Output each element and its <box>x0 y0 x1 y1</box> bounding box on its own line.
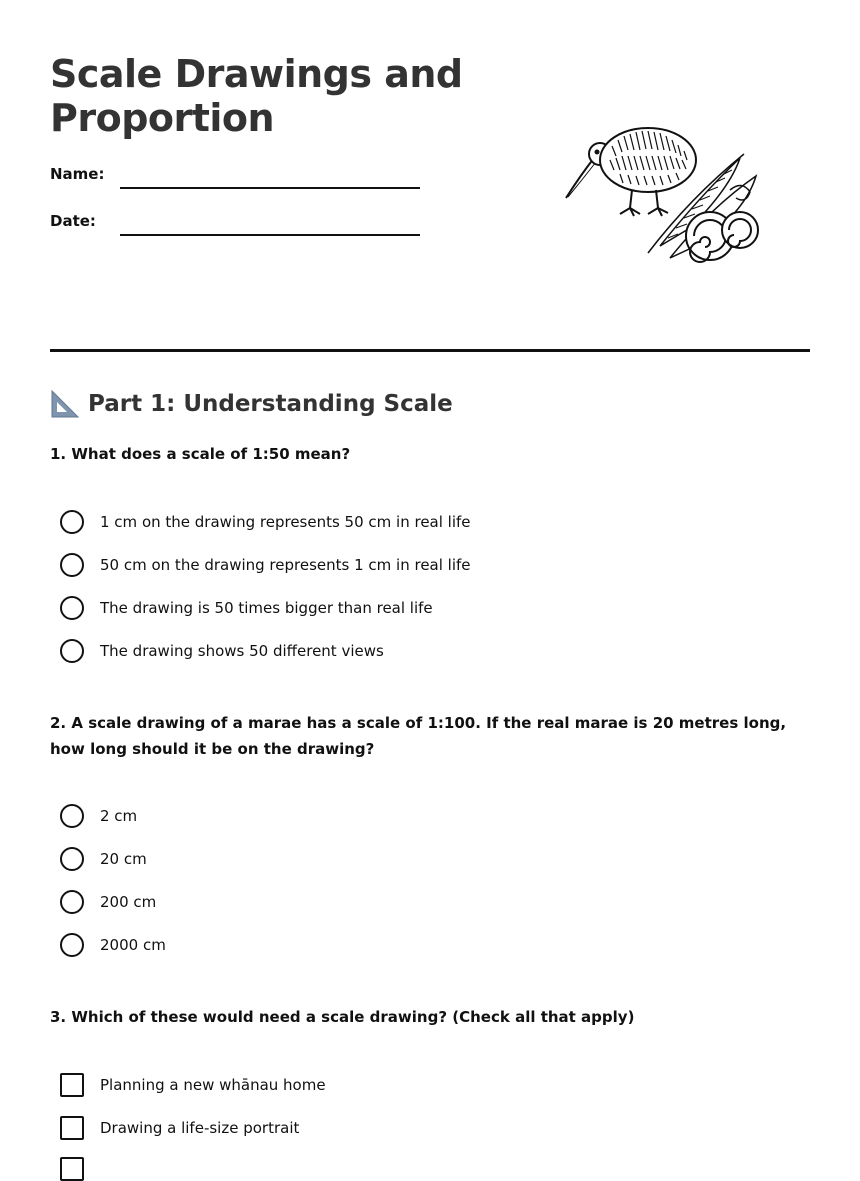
page-title <box>50 52 463 140</box>
option-label: The drawing is 50 times bigger than real life <box>100 599 433 617</box>
radio-button[interactable] <box>60 639 84 663</box>
q2-option-a[interactable] <box>60 804 137 828</box>
option-label: 20 cm <box>100 850 147 868</box>
q1-option-a[interactable] <box>60 510 471 534</box>
radio-button[interactable] <box>60 933 84 957</box>
section-divider <box>50 349 810 352</box>
q3-option-b[interactable] <box>60 1116 299 1140</box>
name-label: Name: <box>50 165 105 183</box>
q3-option-a[interactable] <box>60 1073 326 1097</box>
kiwi-illustration <box>560 118 765 263</box>
question-3: 3. Which of these would need a scale drawing? (Check all that apply) <box>50 1008 635 1026</box>
q1-option-d[interactable] <box>60 639 384 663</box>
set-square-icon <box>50 389 80 419</box>
radio-button[interactable] <box>60 847 84 871</box>
radio-button[interactable] <box>60 596 84 620</box>
title-line-1: Scale Drawings and <box>50 52 463 96</box>
option-label: 1 cm on the drawing represents 50 cm in real life <box>100 513 471 531</box>
q2-option-c[interactable] <box>60 890 156 914</box>
option-label: 2000 cm <box>100 936 166 954</box>
part-1-heading <box>50 388 453 420</box>
date-label: Date: <box>50 212 96 230</box>
option-label: Planning a new whānau home <box>100 1076 326 1094</box>
option-label: The drawing shows 50 different views <box>100 642 384 660</box>
q1-option-c[interactable] <box>60 596 433 620</box>
name-field[interactable] <box>120 187 420 189</box>
radio-button[interactable] <box>60 510 84 534</box>
radio-button[interactable] <box>60 804 84 828</box>
date-field[interactable] <box>120 234 420 236</box>
checkbox[interactable] <box>60 1073 84 1097</box>
option-label: 50 cm on the drawing represents 1 cm in real life <box>100 556 471 574</box>
title-line-2: Proportion <box>50 96 275 140</box>
q2-option-b[interactable] <box>60 847 147 871</box>
q1-option-b[interactable] <box>60 553 471 577</box>
option-label: 2 cm <box>100 807 138 825</box>
part-1-heading-text: Part 1: Understanding Scale <box>88 391 453 417</box>
radio-button[interactable] <box>60 553 84 577</box>
question-2: 2. A scale drawing of a marae has a scale of 1:100. If the real marae is 20 metres long, how long should it be on the drawing? <box>50 714 787 758</box>
option-label: 200 cm <box>100 893 157 911</box>
option-label: Drawing a life-size portrait <box>100 1119 300 1137</box>
q2-option-d[interactable] <box>60 933 166 957</box>
checkbox[interactable] <box>60 1116 84 1140</box>
question-1: 1. What does a scale of 1:50 mean? <box>50 445 351 463</box>
radio-button[interactable] <box>60 890 84 914</box>
